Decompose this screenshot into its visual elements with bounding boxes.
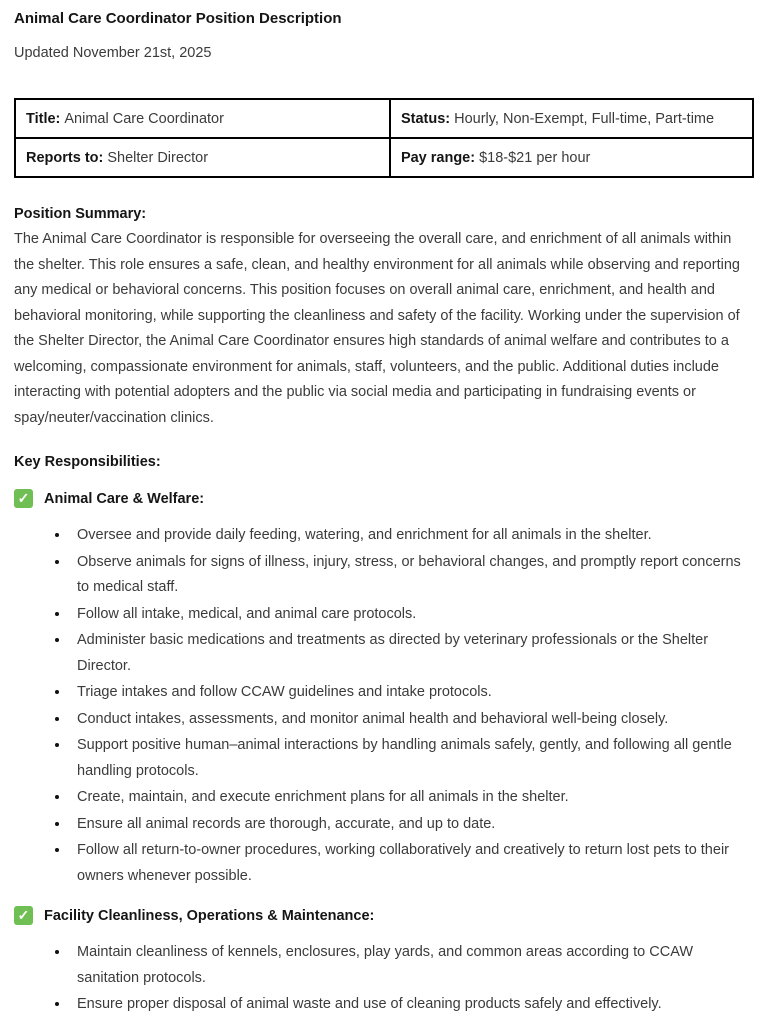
updated-date: Updated November 21st, 2025: [14, 45, 212, 61]
responsibility-section-header: [14, 489, 754, 508]
position-info-table: [14, 98, 754, 178]
status-value: Hourly, Non-Exempt, Full-time, Part-time: [454, 110, 715, 127]
list-item: • Ensure all animal records are thorough, accurate, and up to date.: [70, 811, 750, 838]
list-item: • Administer basic medications and treatments as directed by veterinary professionals or the Shelter Director.: [70, 627, 750, 679]
position-summary-text: The Animal Care Coordinator is responsible for overseeing the overall care, and enrichment of all animals within the shelter. This role ensures a safe, clean, and healthy environment for all animals while observing and reporting any medical or behavioral concerns. This position focuses on overall animal care, enrichment, and health and behavioral monitoring, while supporting the cleanliness and safety of the facility. Working under the supervision of the Shelter Director, the Animal Care Coordinator ensures high standards of animal welfare and contributes to a welcoming, compassionate environment for animals, staff, volunteers, and the public. Additional duties include interacting with potential adopters and the public via social media and participating in fundraising events or spay/neuter/vaccination clinics.: [14, 231, 740, 426]
list-item: • Ensure proper disposal of animal waste and use of cleaning products safely and effectively.: [70, 991, 750, 1018]
list-item: • Support positive human–animal interactions by handling animals safely, gently, and following all gentle handling protocols.: [70, 732, 750, 784]
status-cell: [390, 99, 753, 138]
key-responsibilities-heading: Key Responsibilities:: [14, 454, 161, 470]
document-title: Animal Care Coordinator Position Description: [14, 10, 342, 27]
position-summary-heading: Position Summary:: [14, 206, 147, 222]
list-item: • Conduct intakes, assessments, and monitor animal health and behavioral well-being closely.: [70, 706, 750, 733]
reports-to-value: Shelter Director: [107, 149, 209, 166]
reports-to-cell: [15, 138, 390, 177]
title-label: Title:: [26, 110, 61, 127]
responsibility-bullet-list: [14, 522, 754, 889]
reports-to-label: Reports to:: [26, 149, 104, 166]
list-item: • Maintain cleanliness of kennels, enclosures, play yards, and common areas according to CCAW sanitation protocols.: [70, 939, 750, 991]
responsibility-section-title: Facility Cleanliness, Operations & Maintenance:: [44, 907, 375, 924]
green-checkbox-icon: ✓: [14, 906, 33, 925]
table-row: [15, 138, 753, 177]
status-label: Status:: [400, 110, 451, 127]
list-item: • Create, maintain, and execute enrichment plans for all animals in the shelter.: [70, 784, 750, 811]
responsibility-bullet-list: [14, 939, 754, 1018]
list-item: • Triage intakes and follow CCAW guidelines and intake protocols.: [70, 679, 750, 706]
title-value: Animal Care Coordinator: [64, 110, 224, 127]
list-item: • Follow all return-to-owner procedures, working collaboratively and creatively to return lost pets to their owners whenever possible.: [70, 837, 750, 889]
table-row: [15, 99, 753, 138]
list-item: • Oversee and provide daily feeding, watering, and enrichment for all animals in the shelter.: [70, 522, 750, 549]
pay-range-label: Pay range:: [400, 149, 476, 166]
pay-range-cell: [390, 138, 753, 177]
pay-range-value: $18-$21 per hour: [479, 149, 591, 166]
title-cell: [15, 99, 390, 138]
responsibility-section-title: Animal Care & Welfare:: [44, 490, 205, 507]
list-item: • Follow all intake, medical, and animal care protocols.: [70, 601, 750, 628]
green-checkbox-icon: ✓: [14, 489, 33, 508]
list-item: • Observe animals for signs of illness, injury, stress, or behavioral changes, and promptly report concerns to medical staff.: [70, 549, 750, 601]
responsibility-section-header: [14, 906, 754, 925]
